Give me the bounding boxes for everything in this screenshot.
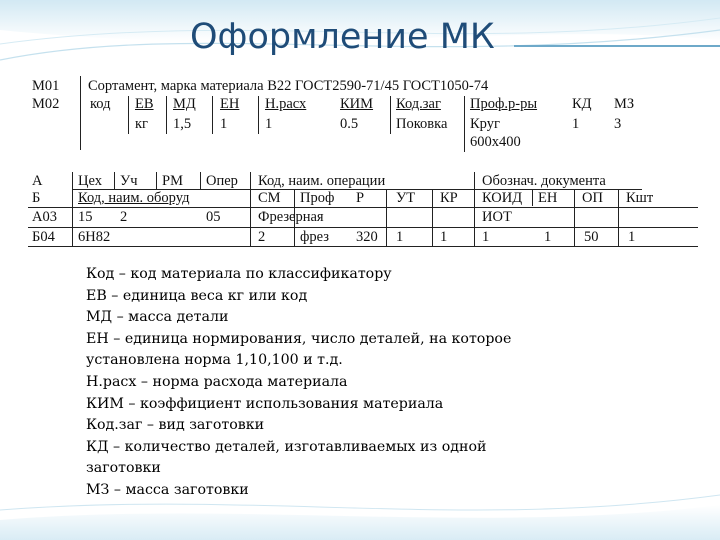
hdr-kd: КД — [572, 96, 592, 112]
form-rule — [28, 207, 698, 208]
a03-doc: ИОТ — [482, 209, 512, 225]
b04-equip: 6Н82 — [78, 229, 111, 245]
hdr-b-equip: Код, наим. оборуд — [78, 190, 190, 206]
form-divider — [574, 189, 575, 246]
a03-op-name: Фрезерная — [258, 209, 324, 225]
note-line: МЗ – масса заготовки — [86, 481, 249, 498]
b04-ut: 1 — [396, 229, 404, 245]
form-divider — [532, 189, 533, 206]
hdr-a-code: А — [32, 173, 43, 189]
m01-code: М01 — [32, 78, 60, 94]
b04-prof: фрез — [300, 229, 329, 245]
val-kim: 0.5 — [340, 116, 359, 132]
a03-tseh: 15 — [78, 209, 93, 225]
b04-r: 320 — [356, 229, 378, 245]
note-line: МД – масса детали — [86, 309, 229, 326]
form-divider — [258, 96, 259, 134]
b04-koid: 1 — [482, 229, 490, 245]
note-line: Код.заг – вид заготовки — [86, 417, 265, 434]
title-underline — [514, 45, 720, 47]
hdr-b-en: ЕН — [538, 190, 558, 206]
form-divider — [166, 96, 167, 134]
note-line: Н.расх – норма расхода материала — [86, 373, 348, 390]
a03-oper: 05 — [206, 209, 221, 225]
note-line: Код – код материала по классификатору — [86, 266, 392, 282]
hdr-b-koid: КОИД — [482, 190, 523, 206]
note-line: ЕН – единица нормирования, число деталей, на которое — [86, 330, 512, 347]
val-size: 600х400 — [470, 134, 521, 150]
hdr-b-prof: Проф — [300, 190, 335, 206]
hdr-prof: Проф.р-ры — [470, 96, 538, 112]
val-prof: Круг — [470, 116, 500, 132]
hdr-kod: код — [90, 96, 111, 112]
slide-title: Оформление МК — [190, 17, 495, 57]
hdr-a-rm: РМ — [162, 173, 183, 189]
note-line: КД – количество деталей, изготавливаемых из одной — [86, 438, 487, 455]
hdr-b-r: Р — [356, 190, 365, 206]
hdr-b-kr: КР — [440, 190, 458, 206]
b04-ksht: 1 — [628, 229, 636, 245]
hdr-b-code: Б — [32, 190, 41, 206]
val-mz: 3 — [614, 116, 622, 132]
hdr-b-ut: УТ — [396, 190, 416, 206]
form-divider — [200, 172, 201, 189]
hdr-en: ЕН — [220, 96, 240, 112]
form-divider — [80, 76, 81, 150]
hdr-mz: МЗ — [614, 96, 635, 112]
note-line: заготовки — [86, 460, 161, 477]
val-kodzag: Поковка — [396, 116, 448, 132]
note-line: установлена норма 1,10,100 и т.д. — [86, 352, 343, 369]
form-divider — [432, 189, 433, 246]
b04-sm: 2 — [258, 229, 266, 245]
form-divider — [114, 172, 115, 189]
form-divider — [128, 96, 129, 134]
hdr-md: МД — [173, 96, 196, 112]
note-line: ЕВ – единица веса кг или код — [86, 287, 308, 304]
val-nrash: 1 — [265, 116, 273, 132]
b04-code: Б04 — [32, 229, 55, 245]
b04-en: 1 — [544, 229, 552, 245]
m02-code: М02 — [32, 96, 60, 112]
hdr-b-ksht: Кшт — [626, 190, 654, 206]
val-en: 1 — [220, 116, 228, 132]
m01-material: Сортамент, марка материала В22 ГОСТ2590-71/45 ГОСТ1050-74 — [88, 78, 489, 94]
note-line: КИМ – коэффициент использования материала — [86, 395, 444, 412]
hdr-b-sm: СМ — [258, 190, 281, 206]
form-divider — [212, 96, 213, 134]
a03-code: А03 — [32, 209, 57, 225]
val-md: 1,5 — [173, 116, 192, 132]
form-rule — [28, 246, 698, 247]
form-rule — [28, 227, 698, 228]
form-divider — [72, 172, 73, 246]
val-kd: 1 — [572, 116, 580, 132]
hdr-kim: КИМ — [340, 96, 374, 112]
hdr-a-oper: Опер — [206, 173, 238, 189]
form-divider — [250, 172, 251, 246]
form-divider — [618, 189, 619, 246]
hdr-a-doc: Обознач. документа — [482, 173, 606, 189]
hdr-b-op: ОП — [582, 190, 603, 206]
form-divider — [390, 96, 391, 134]
hdr-a-op-name: Код, наим. операции — [258, 173, 386, 189]
hdr-nrash: Н.расх — [265, 96, 307, 112]
form-divider — [386, 189, 387, 246]
hdr-kodzag: Код.заг — [396, 96, 441, 112]
b04-kr: 1 — [440, 229, 448, 245]
a03-uch: 2 — [120, 209, 128, 225]
hdr-a-tseh: Цех — [78, 173, 102, 189]
val-ev: кг — [135, 116, 148, 132]
b04-op: 50 — [584, 229, 599, 245]
hdr-ev: ЕВ — [135, 96, 154, 112]
form-divider — [464, 96, 465, 152]
form-divider — [156, 172, 157, 189]
abbreviation-notes — [86, 264, 566, 502]
form-divider — [474, 172, 475, 246]
hdr-a-uch: Уч — [120, 173, 138, 189]
